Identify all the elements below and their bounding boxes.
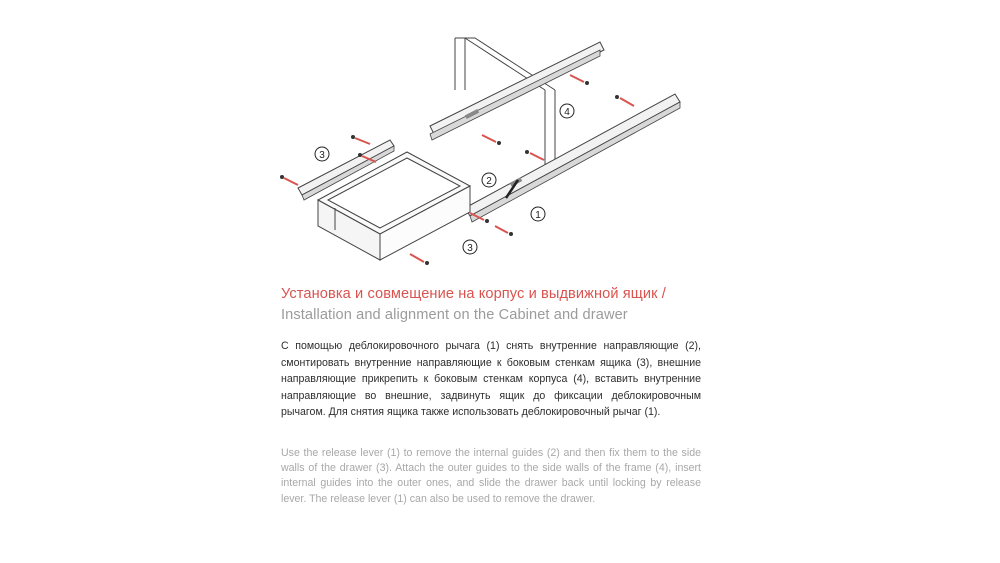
callout-2	[482, 173, 496, 187]
svg-text:3: 3	[319, 150, 325, 161]
svg-text:4: 4	[564, 107, 570, 118]
svg-text:1: 1	[535, 210, 541, 221]
outer-guide-upper	[430, 42, 604, 140]
heading-english: Installation and alignment on the Cabinet and drawer	[281, 307, 628, 323]
callout-3-left	[315, 147, 329, 161]
instructions-russian: С помощью деблокировочного рычага (1) снять внутренние направляющие (2), смонтировать внутренние направляющие к боковым стенкам ящика (3), внешние направляющие прикрепить к боковым стенкам корпуса (4), вставить внутренние направляющие во внешние, задвинуть ящик до фиксации деблокировочным рычагом. Для снятия ящика также использовать деблокировочный рычаг (1).	[281, 340, 701, 419]
drawer-slide-installation-diagram	[270, 30, 710, 285]
instructions-english: Use the release lever (1) to remove the internal guides (2) and then fix them to the side walls of the drawer (3). Attach the outer guides to the side walls of the frame (4), insert internal guides into the outer ones, and slide the drawer back until locking by release lever. The release lever (1) can also be used to remove the drawer.	[281, 447, 701, 505]
svg-text:3: 3	[467, 243, 473, 254]
heading-russian: Установка и совмещение на корпус и выдвижной ящик /	[281, 286, 666, 302]
callout-4	[560, 104, 574, 118]
callout-3-bottom	[463, 240, 477, 254]
svg-text:2: 2	[486, 176, 492, 187]
callout-1	[531, 207, 545, 221]
